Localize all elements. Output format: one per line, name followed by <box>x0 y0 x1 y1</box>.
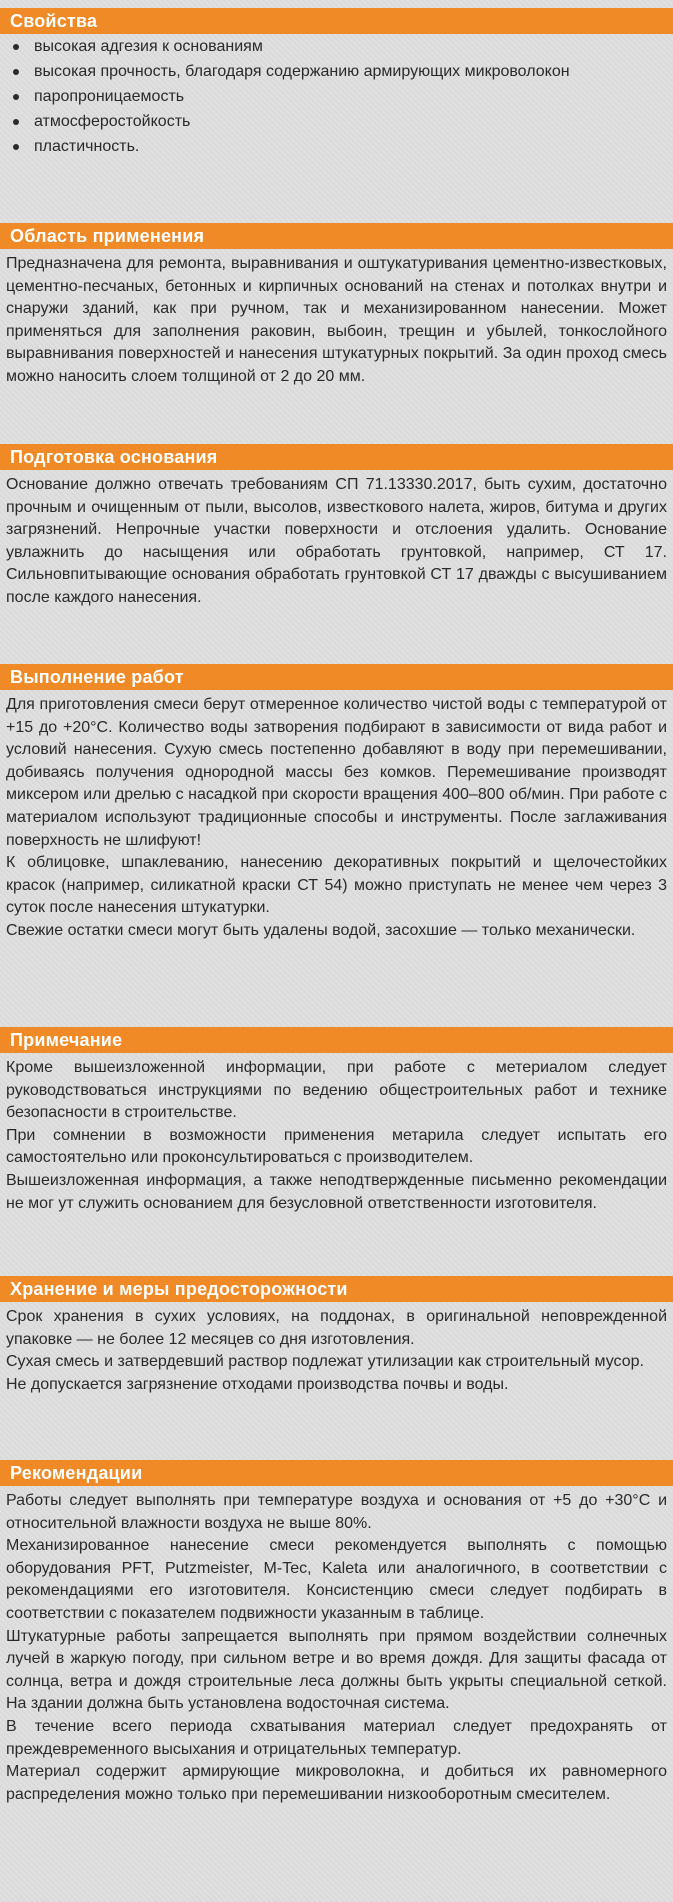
section-recommendations <box>0 1460 673 1806</box>
section-header: Рекомендации <box>0 1460 673 1486</box>
paragraph: К облицовке, шпаклеванию, нанесению декоративных покрытий и щелочестойких красок (например, силикатной краски СТ 54) можно приступать не менее чем через 3 суток после нанесения штукатурки. <box>6 854 667 917</box>
section-header: Выполнение работ <box>0 664 673 690</box>
paragraph: Механизированное нанесение смеси рекомендуется выполнять с помощью оборудования PFT, Putzmeister, M-Tec, Kaleta или аналогичного, в соответствии с рекомендациями его изготовителя. Консистенцию смеси следует подбирать в соответствии с показателем подвижности указанным в таблице. <box>6 1537 667 1622</box>
paragraph: Сухая смесь и затвердевший раствор подлежат утилизации как строительный мусор. <box>6 1353 644 1371</box>
section-header: Примечание <box>0 1027 673 1053</box>
paragraph: Свежие остатки смеси могут быть удалены водой, засохшие — только механически. <box>6 921 636 939</box>
paragraph: Работы следует выполнять при температуре воздуха и основания от +5 до +30°С и относительной влажности воздуха не выше 80%. <box>6 1492 667 1532</box>
properties-list <box>0 34 673 158</box>
section-work <box>0 664 673 943</box>
paragraph: Срок хранения в сухих условиях, на поддонах, в оригинальной неповрежденной упаковке — не более 12 месяцев со дня изготовления. <box>6 1308 667 1348</box>
section-body <box>0 1053 673 1215</box>
section-body <box>0 1486 673 1806</box>
paragraph: Для приготовления смеси берут отмеренное количество чистой воды с температурой от +15 до +20°С. Количество воды затворения подбирают в зависимости от вида работ и условий нанесения. Сухую смесь постепенно добавляют в воду при перемешивании, добиваясь получения однородной массы без комков. Перемешивание производят миксером или дрелью с насадкой при скорости вращения 400–800 об/мин. При работе с материалом используют традиционные способы и инструменты. После заглаживания поверхность не шлифуют! <box>6 696 667 849</box>
list-item: пластичность. <box>0 136 673 158</box>
section-note <box>0 1027 673 1215</box>
section-body <box>0 1302 673 1396</box>
paragraph: В течение всего периода схватывания материал следует предохранять от преждевременного высыхания и отрицательных температур. <box>6 1717 667 1758</box>
paragraph: Вышеизложенная информация, а также неподтвержденные письменно рекомендации не мог ут служить основанием для безусловной ответственности изготовителя. <box>6 1171 667 1212</box>
section-header: Хранение и меры предосторожности <box>0 1276 673 1302</box>
section-base-preparation <box>0 444 673 610</box>
section-body <box>0 690 673 943</box>
paragraph: Штукатурные работы запрещается выполнять при прямом воздействии солнечных лучей в жаркую погоду, при сильном ветре и во время дождя. Для защиты фасада от солнца, ветра и дождя строительные леса должны быть укрыты специальной сеткой. На здании должна быть установлена водосточная система. <box>6 1627 667 1713</box>
list-item: высокая прочность, благодаря содержанию армирующих микроволокон <box>0 61 673 83</box>
section-properties <box>0 8 673 161</box>
section-scope <box>0 223 673 389</box>
list-item: атмосферостойкость <box>0 111 673 133</box>
section-header: Область применения <box>0 223 673 249</box>
section-storage <box>0 1276 673 1396</box>
paragraph: Не допускается загрязнение отходами производства почвы и воды. <box>6 1375 509 1393</box>
paragraph: При сомнении в возможности применения метарила следует испытать его самостоятельно или проконсультироваться с производителем. <box>6 1126 667 1167</box>
section-body <box>0 249 673 389</box>
paragraph: Предназначена для ремонта, выравнивания и оштукатуривания цементно-известковых, цементно-песчаных, бетонных и кирпичных оснований на стенах и потолках внутри и снаружи зданий, как при ручном, так и механизированном нанесении. Может применяться для заполнения раковин, выбоин, трещин и убылей, тонкослойного выравнивания поверхностей и нанесения штукатурных покрытий. За один проход смесь можно наносить слоем толщиной от 2 до 20 мм. <box>6 255 667 385</box>
paragraph: Основание должно отвечать требованиям СП 71.13330.2017, быть сухим, достаточно прочным и очищенным от пыли, высолов, известкового налета, жиров, битума и других загрязнений. Непрочные участки поверхности и отслоения удалить. Основание увлажнить до насыщения или обработать грунтовкой, например, СТ 17. Сильновпитывающие основания обработать грунтовкой СТ 17 дважды с высушиванием после каждого нанесения. <box>6 476 667 606</box>
list-item: паропроницаемость <box>0 86 673 108</box>
list-item: высокая адгезия к основаниям <box>0 36 673 58</box>
paragraph: Материал содержит армирующие микроволокна, и добиться их равномерного распределения можно только при перемешивании низкооборотным смесителем. <box>6 1763 667 1803</box>
paragraph: Кроме вышеизложенной информации, при работе с метериалом следует руководствоваться инструкциями по ведению общестроительных работ и технике безопасности в строительстве. <box>6 1059 667 1122</box>
section-header: Свойства <box>0 8 673 34</box>
section-header: Подготовка основания <box>0 444 673 470</box>
section-body <box>0 470 673 610</box>
